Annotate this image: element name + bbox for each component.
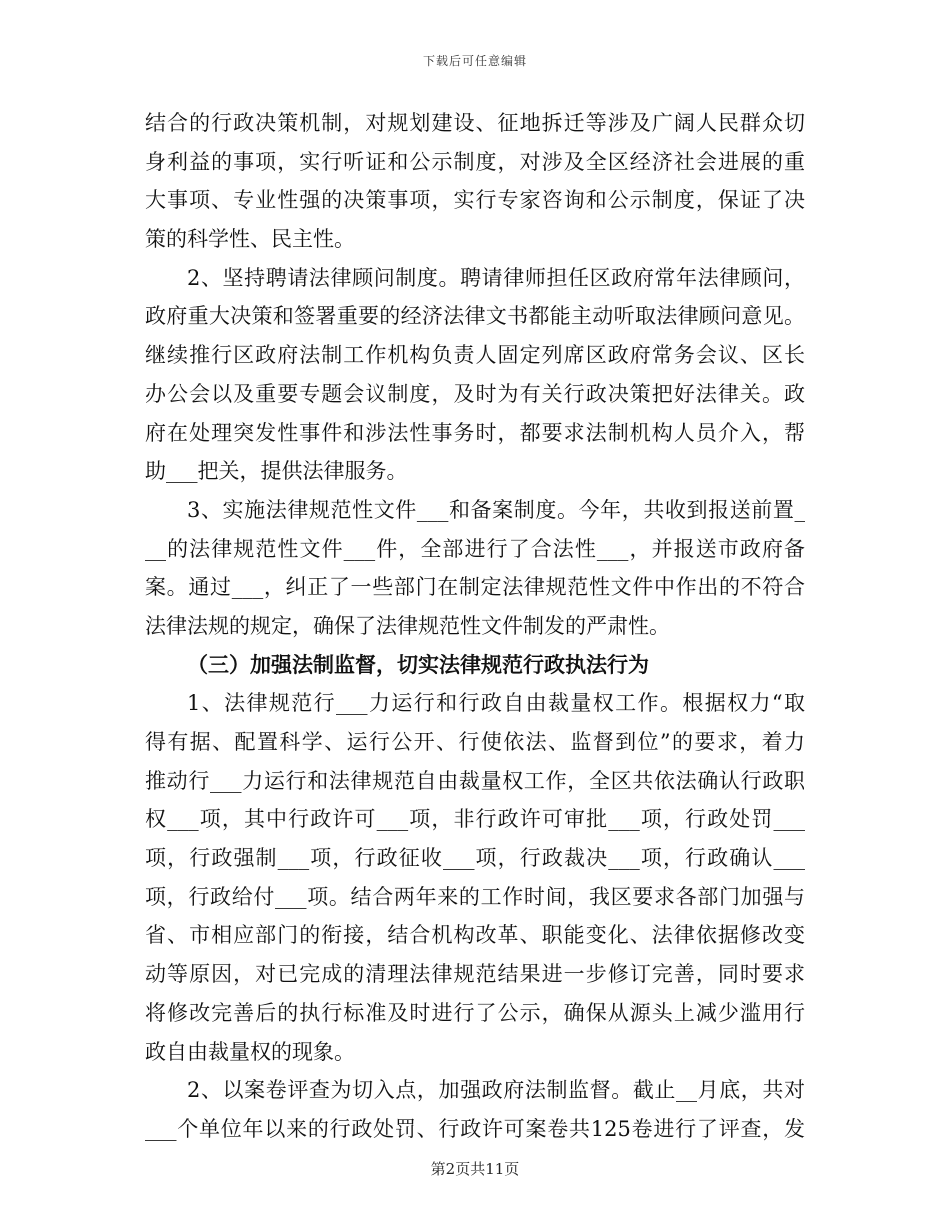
- text-line: 1、法律规范行___力运行和行政自由裁量权工作。根据权力“取: [187, 691, 805, 716]
- text-line: 策的科学性、民主性。: [145, 227, 355, 252]
- text-line: 身利益的事项，实行听证和公示制度，对涉及全区经济社会进展的重: [145, 149, 805, 174]
- text-line: 助___把关，提供法律服务。: [145, 459, 408, 484]
- text-line: 项，行政给付___项。结合两年来的工作时间，我区要求各部门加强与: [145, 884, 805, 909]
- text-line: 2、以案卷评查为切入点，加强政府法制监督。截止__月底，共对: [187, 1078, 805, 1103]
- text-line: 项，行政强制___项，行政征收___项，行政裁决___项，行政确认___: [145, 846, 805, 871]
- text-line: 继续推行区政府法制工作机构负责人固定列席区政府常务会议、区长: [145, 343, 805, 368]
- text-line: 2、坚持聘请法律顾问制度。聘请律师担任区政府常年法律顾问，: [187, 265, 805, 290]
- text-line: 府在处理突发性事件和涉法性事务时，都要求法制机构人员介入，帮: [145, 420, 805, 445]
- text-line: 结合的行政决策机制，对规划建设、征地拆迁等涉及广阔人民群众切: [145, 111, 805, 135]
- text-line: 推动行___力运行和法律规范自由裁量权工作，全区共依法确认行政职: [145, 768, 805, 793]
- text-line: __的法律规范性文件___件，全部进行了合法性___，并报送市政府备: [145, 536, 805, 561]
- text-line: 案。通过___，纠正了一些部门在制定法律规范性文件中作出的不符合: [145, 575, 805, 600]
- text-line: 政自由裁量权的现象。: [145, 1039, 355, 1064]
- text-line: 得有据、配置科学、运行公开、行使依法、监督到位”的要求，着力: [145, 730, 805, 754]
- text-line: 省、市相应部门的衔接，结合机构改革、职能变化、法律依据修改变: [145, 923, 805, 948]
- text-line: ___个单位年以来的行政处罚、行政许可案卷共125卷进行了评查，发: [145, 1116, 805, 1141]
- text-line: 办公会以及重要专题会议制度，及时为有关行政决策把好法律关。政: [145, 381, 805, 406]
- text-line: 法律法规的规定，确保了法律规范性文件制发的严肃性。: [145, 613, 670, 638]
- text-line: 动等原因，对已完成的清理法律规范结果进一步修订完善，同时要求: [145, 962, 805, 987]
- text-line: 将修改完善后的执行标准及时进行了公示，确保从源头上减少滥用行: [145, 1000, 805, 1025]
- text-line: 政府重大决策和签署重要的经济法律文书都能主动听取法律顾问意见。: [145, 304, 805, 329]
- page-header: 下载后可任意编辑: [422, 54, 527, 68]
- text-line: 大事项、专业性强的决策事项，实行专家咨询和公示制度，保证了决: [145, 188, 805, 213]
- document-body: [145, 104, 805, 1149]
- page-number: 第2页共11页: [430, 1160, 520, 1178]
- text-line: 权___项，其中行政许可___项，非行政许可审批___项，行政处罚___: [145, 807, 805, 832]
- text-line: 3、实施法律规范性文件___和备案制度。今年，共收到报送前置_: [187, 497, 805, 522]
- section-heading: （三）加强法制监督，切实法律规范行政执法行为: [187, 652, 649, 677]
